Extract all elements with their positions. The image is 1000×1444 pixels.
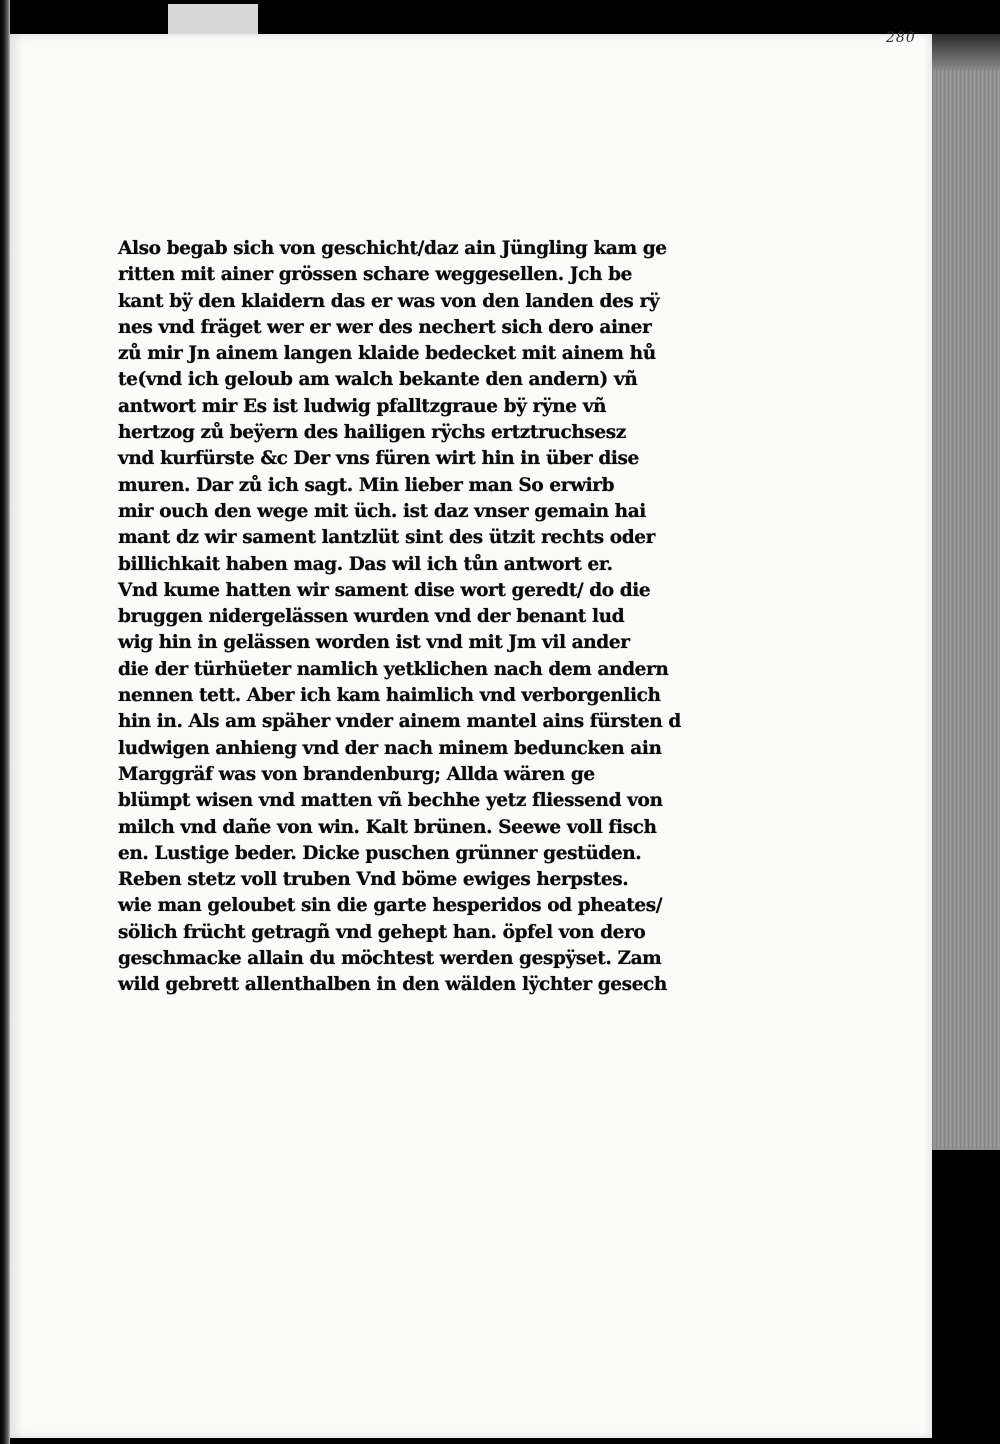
text-line: hin in. Als am späher vnder ainem mantel ains fürsten d [118,711,681,733]
text-line: mir ouch den wege mit üch. ist daz vnser gemain hai [118,500,646,522]
text-line: bruggen nidergelässen wurden vnd der benant lud [118,606,625,628]
text-line: ludwigen anhieng vnd der nach minem beduncken ain [118,737,662,759]
text-line: Vnd kume hatten wir sament dise wort geredt/ do die [118,579,651,601]
text-line: mant dz wir sament lantzlüt sint des ützit rechts oder [118,527,655,549]
text-line: die der türhüeter namlich yetklichen nach dem andern [118,658,669,680]
text-line: wie man geloubet sin die garte hesperidos od pheates/ [118,895,663,917]
text-line: vnd kurfürste &c Der vns füren wirt hin in über dise [118,448,639,470]
text-line: milch vnd dañe von win. Kalt brünen. Seewe voll fisch [118,816,657,838]
text-line: muren. Dar zů ich sagt. Min lieber man So erwirb [118,474,615,496]
text-line: Marggräf was von brandenburg; Allda wären ge [118,763,595,785]
text-line: geschmacke allain du möchtest werden gespÿset. Zam [118,948,662,970]
text-line: nes vnd fräget wer er wer des nechert sich dero ainer [118,316,652,338]
text-line: blümpt wisen vnd matten vñ bechhe yetz fliessend von [118,790,663,812]
text-line: Also begab sich von geschicht/daz ain Jüngling kam ge [118,238,667,259]
page-fore-edge [932,70,1000,1150]
text-line: kant bÿ den klaidern das er was von den landen des rÿ [118,290,660,312]
text-line: sölich frücht getragñ vnd gehept han. öpfel von dero [118,921,646,943]
text-line: nennen tett. Aber ich kam haimlich vnd verborgenlich [118,685,661,707]
top-background [150,0,1000,34]
text-line: ritten mit ainer grössen schare weggesellen. Jch be [118,264,633,286]
top-paper-strip [168,4,258,34]
folio-number: 280 [886,30,916,46]
text-line: te(vnd ich geloub am walch bekante den andern) vñ [118,369,638,391]
text-line: en. Lustige beder. Dicke puschen grünner gestüden. [118,842,642,864]
book-gutter [0,0,10,1444]
fore-edge-top-shadow [932,34,1000,70]
text-line: wild gebrett allenthalben in den wälden lÿchter gesech [118,974,667,996]
text-line: hertzog zů beÿern des hailigen rÿchs ertztruchsesz [118,422,626,444]
fore-edge-bottom-shadow [932,1150,1000,1444]
text-line: Reben stetz voll truben Vnd böme ewiges herpstes. [118,869,629,891]
text-line: wig hin in gelässen worden ist vnd mit Jm vil ander [118,632,630,654]
text-line: zů mir Jn ainem langen klaide bedecket mit ainem hů [118,343,656,365]
text-block [118,236,688,999]
text-line: antwort mir Es ist ludwig pfalltzgraue bÿ rÿne vñ [118,395,607,417]
text-line: billichkait haben mag. Das wil ich tůn antwort er. [118,553,613,575]
